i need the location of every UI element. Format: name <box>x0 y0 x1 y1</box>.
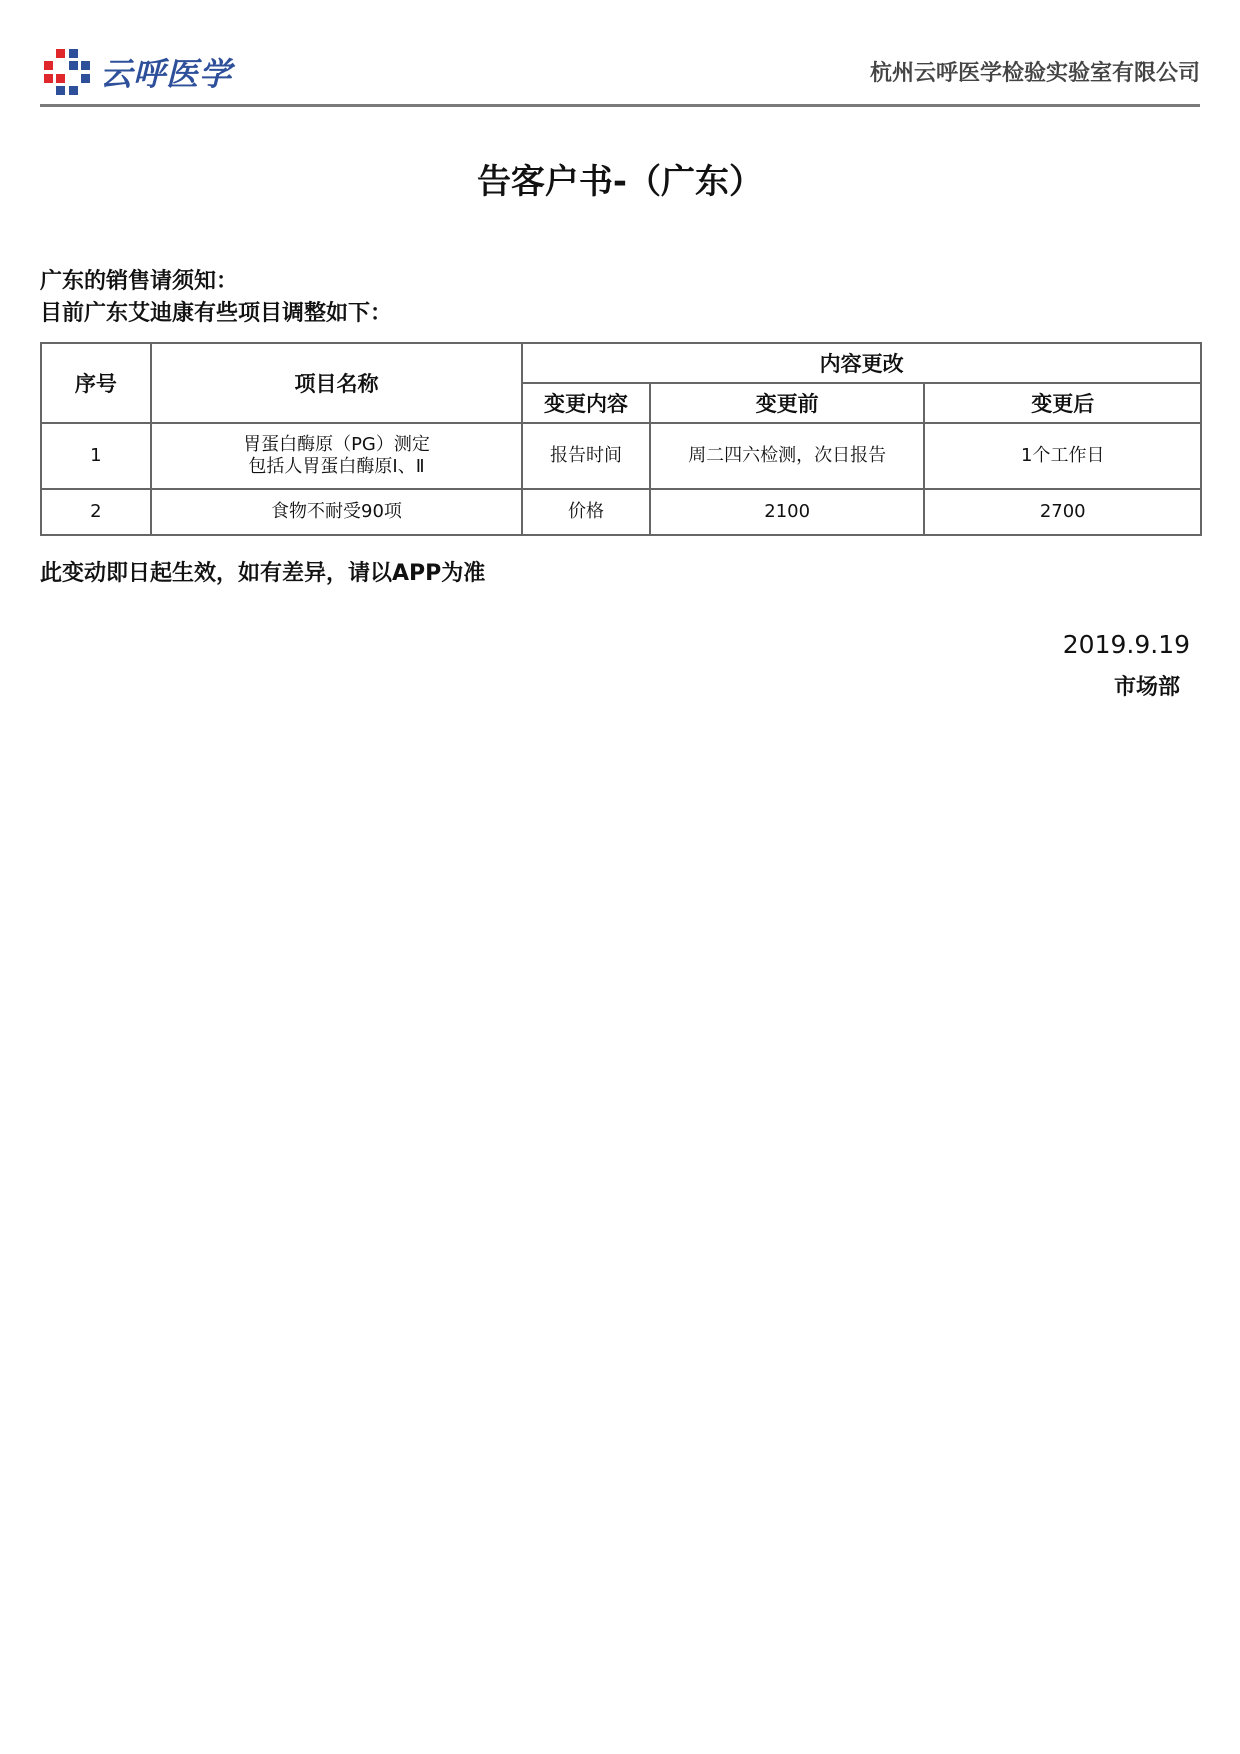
company-logo <box>40 45 232 99</box>
header-index: 序号 <box>41 343 151 423</box>
cell-change-type: 价格 <box>522 489 650 535</box>
header-before: 变更前 <box>650 383 925 423</box>
page-title: 告客户书-（广东） <box>476 162 764 202</box>
cell-after: 1个工作日 <box>924 423 1201 489</box>
item-name-line-2: 包括人胃蛋白酶原Ⅰ、Ⅱ <box>248 456 425 477</box>
logo-text: 云呼医学 <box>100 55 233 93</box>
intro-text <box>40 266 392 330</box>
header-item-name: 项目名称 <box>151 343 522 423</box>
header-change-type: 变更内容 <box>522 383 650 423</box>
cell-item-name <box>151 423 522 489</box>
changes-table <box>40 342 1202 536</box>
header-group: 内容更改 <box>522 343 1201 383</box>
document-date: 2019.9.19 <box>1062 630 1190 659</box>
effective-note: 此变动即日起生效，如有差异，请以APP为准 <box>40 561 486 586</box>
page-header <box>40 40 1200 107</box>
table-row <box>41 489 1201 535</box>
company-name: 杭州云呼医学检验实验室有限公司 <box>869 61 1200 86</box>
intro-line-2: 目前广东艾迪康有些项目调整如下： <box>40 301 393 326</box>
item-name-line-1: 胃蛋白酶原（PG）测定 <box>243 434 430 455</box>
cell-before: 周二四六检测，次日报告 <box>650 423 925 489</box>
cell-item-name: 食物不耐受90项 <box>151 489 522 535</box>
intro-line-1: 广东的销售请须知： <box>40 269 239 294</box>
cell-index: 2 <box>41 489 151 535</box>
department-signature: 市场部 <box>1113 675 1180 700</box>
cell-change-type: 报告时间 <box>522 423 650 489</box>
cell-before: 2100 <box>650 489 925 535</box>
cell-index: 1 <box>41 423 151 489</box>
logo-cross-icon <box>40 45 94 99</box>
cell-after: 2700 <box>924 489 1201 535</box>
table-row <box>41 423 1201 489</box>
header-after: 变更后 <box>924 383 1201 423</box>
table-header-row <box>41 343 1201 383</box>
